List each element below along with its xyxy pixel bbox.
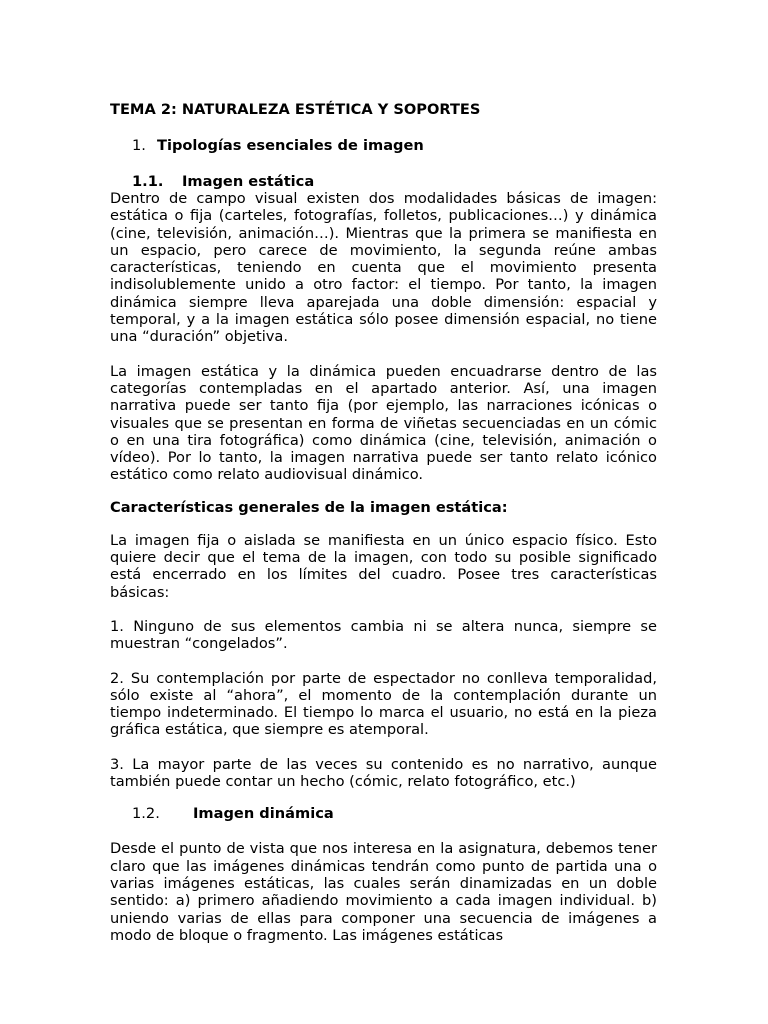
subsection-number: 1.2. [132,805,160,823]
features-intro: La imagen fija o aislada se manifiesta en un único espacio físico. Esto quiere decir que el tema de la imagen, con todo su posible significado está encerrado en los límites del cuadro. Posee tres características básicas: [110,531,657,601]
subsection-title: Imagen estática [182,173,315,190]
subsection-heading-1-1 [110,172,657,192]
document-page [110,100,657,944]
features-heading: Características generales de la imagen estática: [110,498,508,516]
paragraph-static-narrative: La imagen estática y la dinámica pueden encuadrarse dentro de las categorías contempladas en el apartado anterior. Así, una imagen narrativa puede ser tanto fija (por ejemplo, las narraciones icónicas o visuales que se presentan en forma de viñetas secuenciadas en un cómic o en una tira fotográfica) como dinámica (cine, televisión, animación o vídeo). Por lo tanto, la imagen narrativa puede ser tanto relato icónico estático como relato audiovisual dinámico. [110,362,657,484]
paragraph-static-intro: Dentro de campo visual existen dos modalidades básicas de imagen: estática o fija (carteles, fotografías, folletos, publicaciones…) y dinámica (cine, televisión, animación…). Mientras que la primera se manifiesta en un espacio, pero carece de movimiento, la segunda reúne ambas características, teniendo en cuenta que el movimiento presenta indisolublemente unido a otro factor: el tiempo. Por tanto, la imagen dinámica siempre lleva aparejada una doble dimensión: espacial y temporal, y a la imagen estática sólo posee dimensión espacial, no tiene una “duración” objetiva. [110,190,657,346]
feature-item: 2. Su contemplación por parte de espectador no conlleva temporalidad, sólo existe al “ahora”, el momento de la contemplación durante un tiempo indeterminado. El tiempo lo marca el usuario, no está en la pieza gráfica estática, que siempre es atemporal. [110,669,657,739]
paragraph-dynamic: Desde el punto de vista que nos interesa en la asignatura, debemos tener claro que las imágenes dinámicas tendrán como punto de partida una o varias imágenes estáticas, las cuales serán dinamizadas en un doble sentido: a) primero añadiendo movimiento a cada imagen individual. b) uniendo varias de ellas para componer una secuencia de imágenes a modo de bloque o fragmento. Las imágenes estáticas [110,840,657,944]
feature-item: 1. Ninguno de sus elementos cambia ni se altera nunca, siempre se muestran “congelados”. [110,617,657,653]
section-heading-1 [110,136,657,156]
subsection-title: Imagen dinámica [193,805,334,823]
section-number: 1. [132,137,146,154]
subsection-number: 1.1. [132,173,164,190]
feature-item: 3. La mayor parte de las veces su contenido es no narrativo, aunque también puede contar un hecho (cómic, relato fotográfico, etc.) [110,755,657,791]
document-title: TEMA 2: NATURALEZA ESTÉTICA Y SOPORTES [110,101,481,118]
section-title: Tipologías esenciales de imagen [157,137,424,154]
subsection-heading-1-2 [110,804,657,824]
